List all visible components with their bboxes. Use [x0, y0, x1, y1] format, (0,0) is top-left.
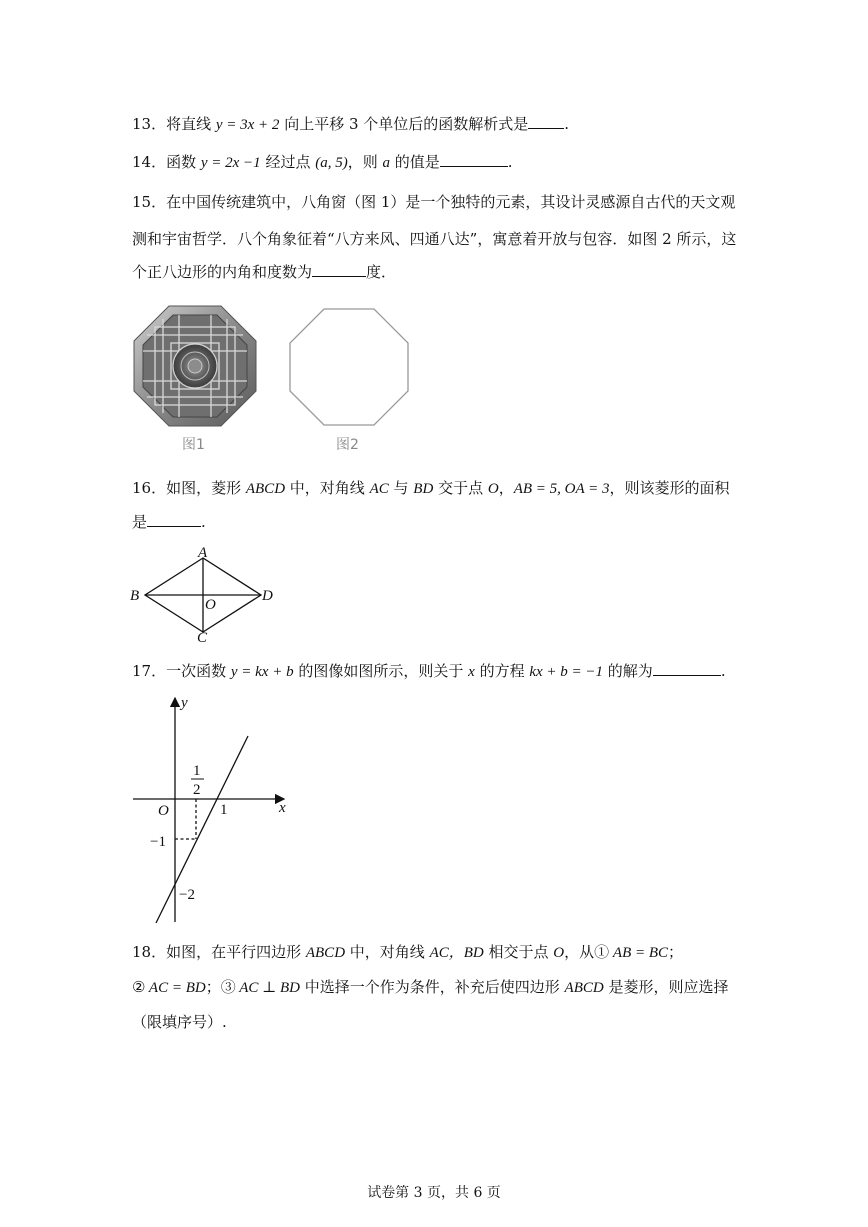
q17-end: .: [720, 662, 726, 680]
question-15-line-2: 测和宇宙哲学．八个角象征着“八方来风、四通八达”，寓意着开放与包容．如图 2 所示，这: [132, 230, 737, 248]
q17-expression: y = kx + b: [230, 664, 294, 680]
neg-two-label: −2: [179, 887, 195, 903]
q17-text-3: 的方程: [474, 662, 530, 680]
q17-equation: kx + b = −1: [529, 664, 604, 680]
q18-text: 18．如图，在平行四边形: [132, 943, 306, 961]
q15-text: 个正八边形的内角和度数为: [132, 263, 313, 281]
question-17: [132, 661, 726, 682]
q13-answer-blank[interactable]: [528, 114, 564, 129]
q14-end: .: [507, 153, 513, 171]
q17-text: 17．一次函数: [132, 662, 231, 680]
linear-function-graph: [128, 690, 298, 926]
vertex-d-label: D: [262, 588, 273, 604]
q18-option-1-marker: ①: [594, 943, 610, 961]
q17-text-4: 的解为: [603, 662, 653, 680]
q16-end: .: [201, 513, 206, 531]
center-o-label: O: [205, 597, 216, 613]
q18-condition-3: AC ⊥ BD: [235, 980, 300, 996]
question-13: [132, 114, 569, 135]
q16-text-2: 中，对角线: [285, 479, 370, 497]
question-14: [132, 152, 513, 173]
vertex-c-label: C: [197, 630, 208, 646]
q16-text-3: 与: [388, 479, 414, 497]
question-18-line-2: [132, 977, 729, 998]
y-axis-label: y: [181, 695, 188, 711]
regular-octagon-figure: [288, 308, 410, 426]
q16-point-o: O: [487, 481, 499, 497]
q16-text-6: ，则该菱形的面积: [609, 479, 730, 497]
q16-diagonal-bd: BD: [413, 481, 434, 497]
q18-diagonals: AC，BD: [429, 945, 484, 961]
octagon-window-figure: [133, 305, 257, 427]
q13-end: .: [564, 115, 570, 133]
vertex-b-label: B: [130, 588, 140, 604]
q14-text: 14．函数: [132, 153, 201, 171]
q14-point: (a, 5): [315, 155, 348, 171]
q15-end: 度．: [366, 263, 397, 281]
question-16-line-2: [132, 512, 206, 532]
q16-text: 16．如图，菱形: [132, 479, 246, 497]
page-footer: 试卷第 3 页，共 6 页: [367, 1185, 501, 1201]
half-denominator: 2: [193, 782, 201, 798]
q14-text-2: 经过点: [260, 153, 316, 171]
x-axis-label: x: [279, 800, 286, 816]
q16-diagonal-ac: AC: [369, 481, 389, 497]
q18-text-2: 中，对角线: [345, 943, 430, 961]
q16-given: AB = 5, OA = 3: [513, 481, 610, 497]
question-16-line-1: [132, 478, 730, 499]
origin-label: O: [158, 803, 169, 819]
vertex-a-label: A: [198, 545, 208, 561]
q18-option-2-marker: ②: [132, 978, 146, 996]
q17-variable: x: [468, 664, 475, 680]
q17-text-2: 的图像如图所示，则关于: [293, 662, 469, 680]
q18-shape: ABCD: [305, 945, 346, 961]
q16-text-7: 是: [132, 513, 148, 531]
q15-answer-blank[interactable]: [312, 262, 366, 277]
q16-text-5: ，: [498, 479, 514, 497]
q18-text-7: 是菱形，则应选择: [603, 978, 729, 996]
q16-shape: ABCD: [245, 481, 286, 497]
q16-answer-blank[interactable]: [147, 512, 201, 527]
q18-text-5: ；: [668, 943, 684, 961]
question-18-line-3: （限填序号）.: [132, 1013, 227, 1031]
q18-separator: ；: [205, 978, 221, 996]
q14-expression: y = 2x −1: [200, 155, 261, 171]
function-line: [156, 736, 248, 923]
figure-1-caption: 图1: [182, 437, 205, 453]
q13-text-2: 向上平移 3 个单位后的函数解析式是: [279, 115, 529, 133]
q18-condition-2: AC = BD: [145, 980, 206, 996]
rhombus-figure: [128, 540, 288, 650]
neg-one-label: −1: [150, 834, 166, 850]
q18-condition-1: AB = BC: [609, 945, 669, 961]
q14-text-4: 的值是: [390, 153, 440, 171]
q18-option-3-marker: ③: [220, 978, 236, 996]
q14-variable: a: [382, 155, 390, 171]
q18-shape-2: ABCD: [564, 980, 604, 996]
q17-answer-blank[interactable]: [653, 661, 721, 676]
figure-2-caption: 图2: [336, 437, 359, 453]
question-15-line-1: 15．在中国传统建筑中，八角窗（图 1）是一个独特的元素，其设计灵感源自古代的天文观: [132, 193, 736, 211]
question-18-line-1: [132, 942, 683, 963]
x-intercept-label: 1: [220, 802, 228, 818]
q14-answer-blank[interactable]: [440, 152, 508, 167]
q13-text: 13．将直线: [132, 115, 216, 133]
half-numerator: 1: [193, 763, 201, 779]
question-15-line-3: [132, 262, 396, 282]
q18-text-3: 相交于点: [483, 943, 554, 961]
q18-text-6: 中选择一个作为条件，补充后使四边形: [300, 978, 565, 996]
q18-point-o: O: [553, 945, 565, 961]
q16-text-4: 交于点: [433, 479, 488, 497]
q18-text-4: ，从: [564, 943, 595, 961]
q14-text-3: ，则: [347, 153, 383, 171]
q13-expression: y = 3x + 2: [215, 117, 280, 133]
